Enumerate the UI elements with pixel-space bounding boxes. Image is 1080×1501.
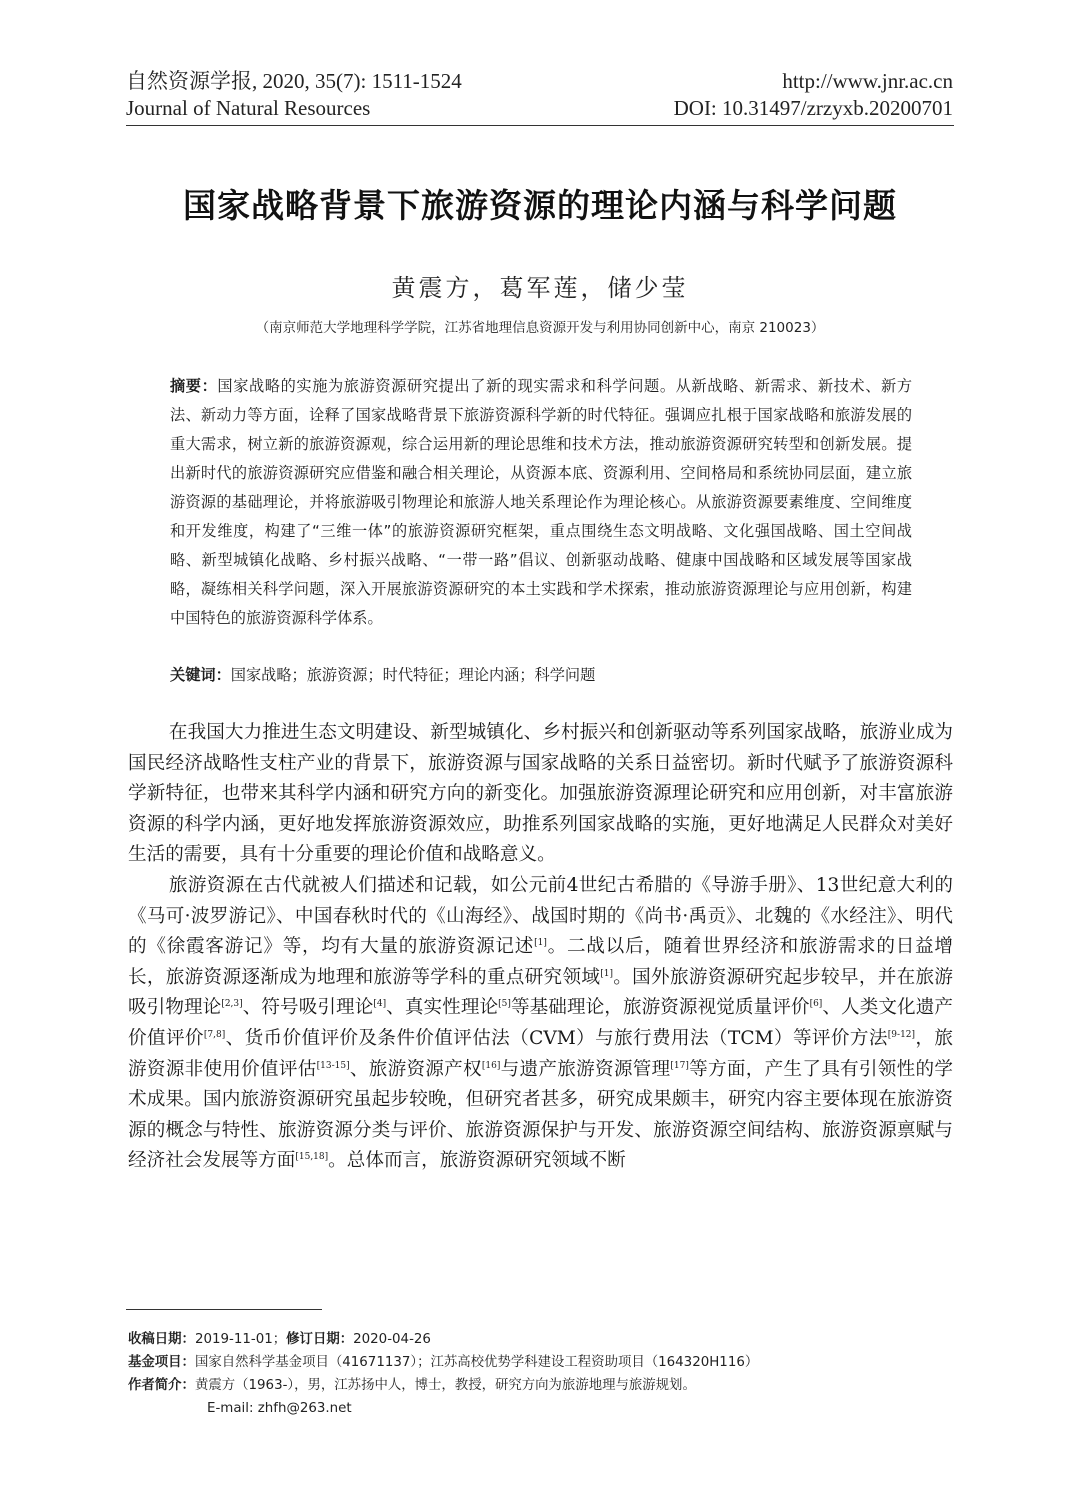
author-bio-row: 作者简介：黄震方（1963-），男，江苏扬中人，博士，教授，研究方向为旅游地理与旅游规划。 [128, 1378, 696, 1393]
keywords-text: 国家战略；旅游资源；时代特征；理论内涵；科学问题 [230, 666, 596, 684]
abstract-label: 摘要： [170, 377, 218, 395]
citation: [5] [498, 999, 511, 1010]
citation: [13-15] [316, 1060, 350, 1071]
abstract-text: 国家战略的实施为旅游资源研究提出了新的现实需求和科学问题。从新战略、新需求、新技术、新方法、新动力等方面，诠释了国家战略背景下旅游资源科学新的时代特征。强调应扎根于国家战略和旅游发展的重大需求，树立新的旅游资源观，综合运用新的理论思维和技术方法，推动旅游资源研究转型和创新发展。提出新时代的旅游资源研究应借鉴和融合相关理论，从资源本底、资源利用、空间格局和系统协同层面，建立旅游资源的基础理论，并将旅游吸引物理论和旅游人地关系理论作为理论核心。从旅游资源要素维度、空间维度和开发维度，构建了“三维一体”的旅游资源研究框架，重点围绕生态文明战略、文化强国战略、国土空间战略、新型城镇化战略、乡村振兴战略、“一带一路”倡议、创新驱动战略、健康中国战略和区域发展等国家战略，凝练相关科学问题，深入开展旅游资源研究的本土实践和学术探索，推动旅游资源理论与应用创新，构建中国特色的旅游资源科学体系。 [170, 377, 913, 627]
citation: [4] [373, 999, 387, 1010]
journal-citation-cn: 自然资源学报, 2020, 35(7): 1511-1524 [126, 69, 462, 93]
citation: [15,18] [295, 1152, 329, 1163]
email-row: E-mail: zhfh@263.net [207, 1401, 352, 1416]
author-list: 黄震方，葛军莲，储少莹 [391, 274, 689, 302]
citation: [1] [600, 968, 613, 979]
citation: [2,3] [221, 999, 243, 1010]
footnotes [128, 1328, 948, 1420]
paragraph-2: 旅游资源在古代就被人们描述和记载，如公元前4世纪古希腊的《导游手册》、13世纪意大利的《马可·波罗游记》、中国春秋时代的《山海经》、战国时期的《尚书·禹贡》、北魏的《水经注》、明代的《徐霞客游记》等，均有大量的旅游资源记述[1]。二战以后，随着世界经济和旅游需求的日益增长，旅游资源逐渐成为地理和旅游等学科的重点研究领域[1]。国外旅游资源研究起步较早，并在旅游吸引物理论[2,3]、符号吸引理论[4]、真实性理论[5]等基础理论，旅游资源视觉质量评价[6]、人类文化遗产价值评价[7,8]、货币价值评价及条件价值评估法（CVM）与旅行费用法（TCM）等评价方法[9-12]，旅游资源非使用价值评估[13-15]、旅游资源产权[16]与遗产旅游资源管理[17]等方面，产生了具有引领性的学术成果。国内旅游资源研究虽起步较晚，但研究者甚多，研究成果颇丰，研究内容主要体现在旅游资源的概念与特性、旅游资源分类与评价、旅游资源保护与开发、旅游资源空间结构、旅游资源禀赋与经济社会发展等方面[15,18]。总体而言，旅游资源研究领域不断 [128, 874, 953, 1172]
citation: [6] [809, 999, 823, 1010]
paper-title: 国家战略背景下旅游资源的理论内涵与科学问题 [183, 186, 897, 225]
journal-name-en: Journal of Natural Resources [126, 96, 371, 120]
header-rule [126, 125, 954, 126]
keywords-label: 关键词： [170, 666, 231, 684]
keywords [170, 661, 912, 690]
affiliation: （南京师范大学地理科学学院，江苏省地理信息资源开发与利用协同创新中心，南京 210023） [255, 320, 825, 336]
body-text [128, 718, 953, 1177]
citation: [9-12] [887, 1029, 916, 1040]
paragraph-1: 在我国大力推进生态文明建设、新型城镇化、乡村振兴和创新驱动等系列国家战略，旅游业成为国民经济战略性支柱产业的背景下，旅游资源与国家战略的关系日益密切。新时代赋予了旅游资源科学新特征，也带来其科学内涵和研究方向的新变化。加强旅游资源理论研究和应用创新，对丰富旅游资源的科学内涵，更好地发挥旅游资源效应，助推系列国家战略的实施，更好地满足人民群众对美好生活的需要，具有十分重要的理论价值和战略意义。 [128, 722, 953, 866]
citation: [7,8] [203, 1029, 226, 1040]
footnote-rule [126, 1309, 322, 1310]
journal-url: http://www.jnr.ac.cn [782, 69, 953, 93]
article-doi: DOI: 10.31497/zrzyxb.20200701 [673, 96, 953, 120]
dates-row: 收稿日期：2019-11-01；修订日期：2020-04-26 [128, 1332, 431, 1347]
citation: [1] [534, 938, 547, 949]
citation: [17] [670, 1060, 689, 1071]
fund-row: 基金项目：国家自然科学基金项目（41671137）；江苏高校优势学科建设工程资助项目（164320H116） [128, 1355, 759, 1370]
abstract [170, 372, 912, 633]
citation: [16] [481, 1060, 501, 1071]
